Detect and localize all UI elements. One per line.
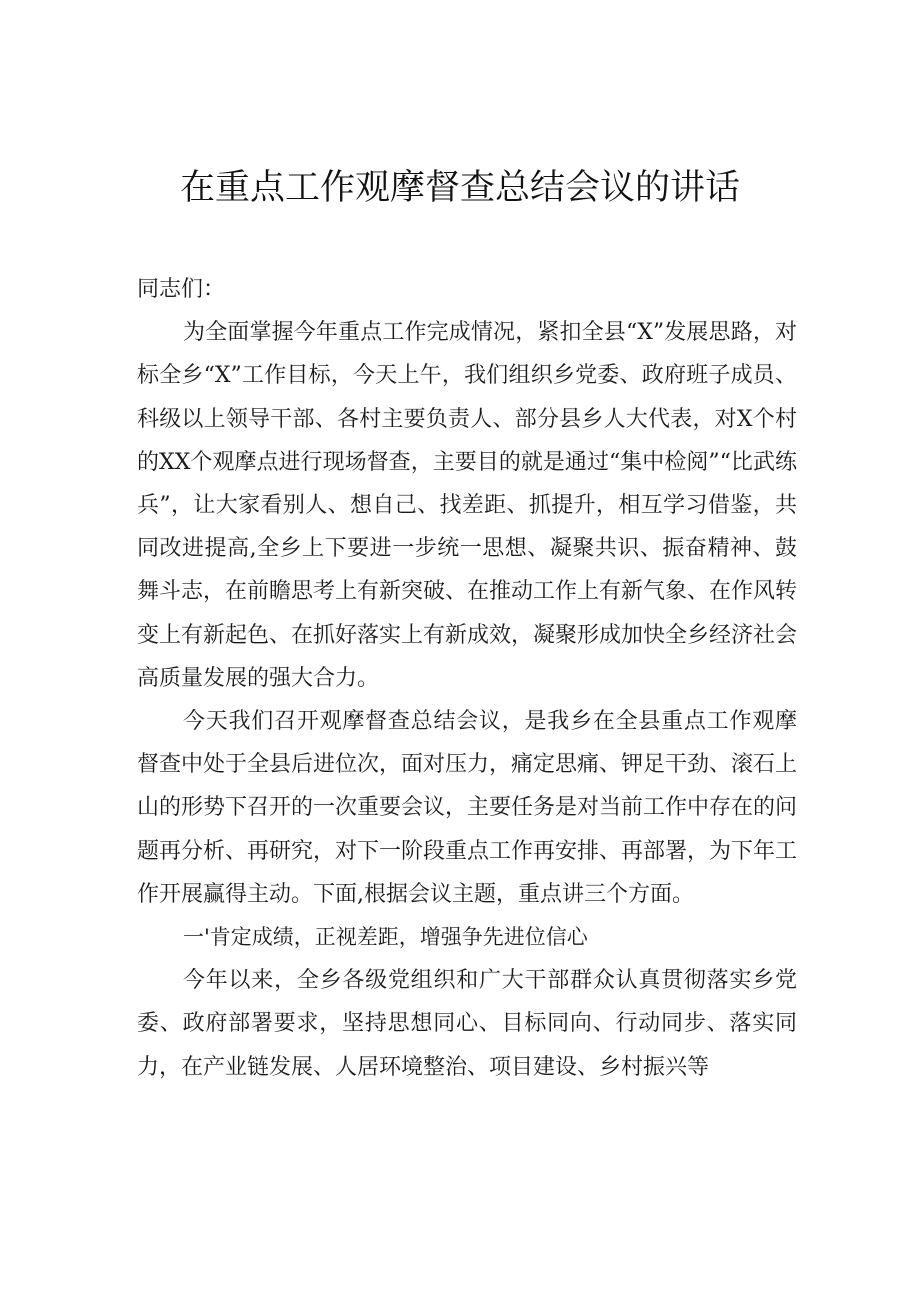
section-1-paragraph: 今年以来，全乡各级党组织和广大干部群众认真贯彻落实乡党委、政府部署要求，坚持思想同心、目标同向、行动同步、落实同力，在产业链发展、人居环境整治、项目建设、乡村振兴等	[137, 968, 797, 1080]
paragraph-2: 今天我们召开观摩督查总结会议，是我乡在全县重点工作观摩督查中处于全县后进位次，面对压力，痛定思痛、钾足干劲、滚石上山的形势下召开的一次重要会议，主要任务是对当前工作中存在的问题再分析、再研究，对下一阶段重点工作再安排、再部署，为下年工作开展赢得主动。下面,根据会议主题，重点讲三个方面。	[137, 709, 798, 907]
paragraph-1: 为全面掌握今年重点工作完成情况，紧扣全县“X”发展思路，对标全乡“X”工作目标，今天上午，我们组织乡党委、政府班子成员、科级以上领导干部、各村主要负责人、部分县乡人大代表，对X个村的XX个观摩点进行现场督查，主要目的就是通过“集中检阅”“比武练兵”，让大家看别人、想自己、找差距、抓提升，相互学习借鉴，共同改进提高,全乡上下要进一步统一思想、凝聚共识、振奋精神、鼓舞斗志，在前瞻思考上有新突破、在推动工作上有新气象、在作风转变上有新起色、在抓好落实上有新成效，凝聚形成加快全乡经济社会高质量发展的强大合力。	[137, 320, 798, 691]
document-body	[137, 268, 797, 1089]
section-heading-1: 一'肯定成绩，正视差距，增强争先进位信心	[183, 925, 588, 950]
salutation: 同志们：	[137, 277, 226, 302]
page-title: 在重点工作观摩督查总结会议的讲话	[179, 168, 740, 208]
